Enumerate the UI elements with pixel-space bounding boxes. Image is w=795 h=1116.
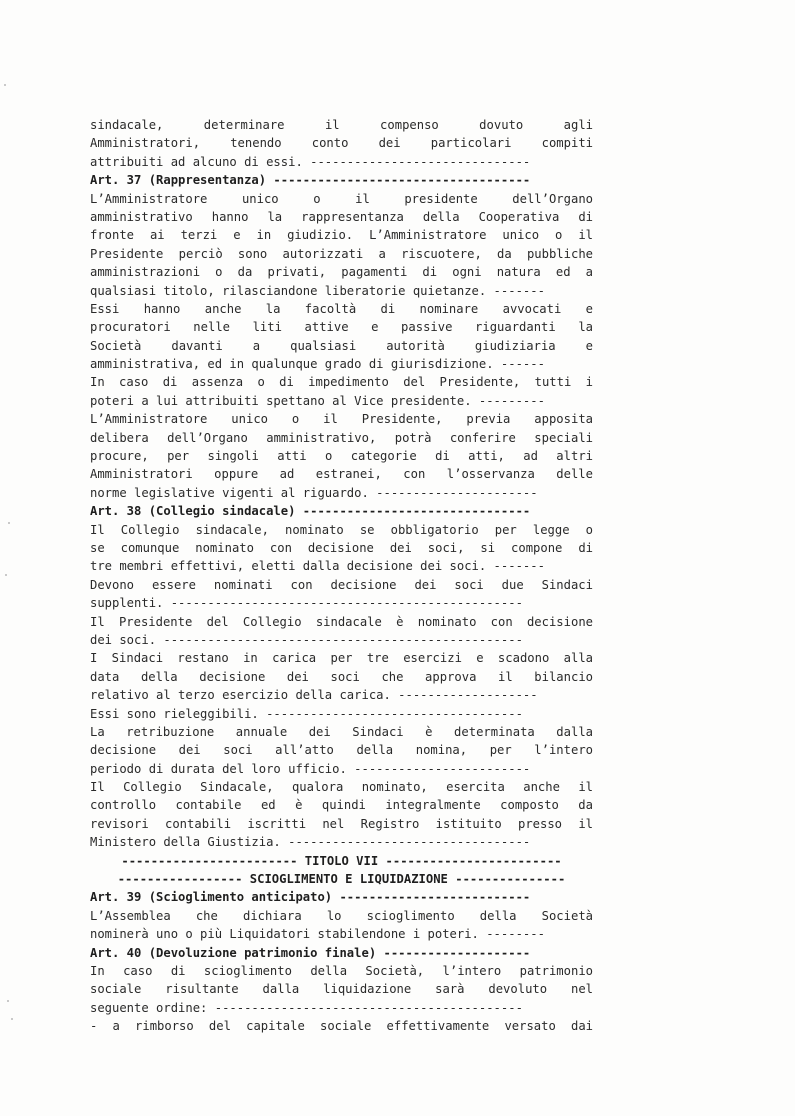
text-line: periodo di durata del loro ufficio. ------------------------: [90, 761, 531, 776]
article-heading: Art. 37 (Rappresentanza) -----------------------------------: [90, 173, 531, 188]
text-line: sociale risultante dalla liquidazione sarà devoluto nel: [90, 982, 593, 997]
text-line: I Sindaci restano in carica per tre esercizi e scadono alla: [90, 651, 593, 666]
text-line: L’Amministratore unico o il Presidente, previa apposita: [90, 412, 593, 427]
text-line: qualsiasi titolo, rilasciandone liberatorie quietanze. -------: [90, 283, 545, 298]
text-line: In caso di assenza o di impedimento del Presidente, tutti i: [90, 375, 593, 390]
scan-speck: [5, 574, 7, 576]
text-line: attribuiti ad alcuno di essi. ------------------------------: [90, 154, 531, 169]
text-line: L’Amministratore unico o il presidente dell’Organo: [90, 191, 593, 206]
text-line: sindacale, determinare il compenso dovuto agli: [90, 118, 593, 132]
text-line: dei soci. -------------------------------------------------: [90, 632, 523, 647]
text-line: procuratori nelle liti attive e passive riguardanti la: [90, 320, 593, 335]
article-heading: Art. 38 (Collegio sindacale) -------------------------------: [90, 504, 531, 519]
text-line: La retribuzione annuale dei Sindaci è determinata dalla: [90, 724, 593, 739]
text-line: Il Presidente del Collegio sindacale è nominato con decisione: [90, 614, 593, 629]
article-heading: Art. 39 (Scioglimento anticipato) --------------------------: [90, 890, 531, 905]
text-line: amministrazioni o da privati, pagamenti di ogni natura ed a: [90, 265, 593, 280]
text-line: Il Collegio sindacale, nominato se obbligatorio per legge o: [90, 522, 593, 537]
text-line: In caso di scioglimento della Società, l’intero patrimonio: [90, 963, 593, 978]
text-line: L’Assemblea che dichiara lo scioglimento della Società: [90, 908, 593, 923]
text-line: Essi sono rieleggibili. -----------------------------------: [90, 706, 523, 721]
text-line: seguente ordine: ------------------------------------------: [90, 1000, 523, 1015]
text-line: Devono essere nominati con decisione dei soci due Sindaci: [90, 577, 593, 592]
text-line: controllo contabile ed è quindi integralmente composto da: [90, 798, 593, 813]
text-line: procure, per singoli atti o categorie di atti, ad altri: [90, 449, 593, 464]
text-line: revisori contabili iscritti nel Registro istituito presso il: [90, 816, 593, 831]
text-line: Il Collegio Sindacale, qualora nominato, esercita anche il: [90, 780, 593, 795]
scan-speck: [8, 522, 10, 524]
scan-speck: [7, 1000, 9, 1002]
text-line: - a rimborso del capitale sociale effettivamente versato dai: [90, 1019, 593, 1034]
scan-speck: [4, 84, 6, 86]
text-line: decisione dei soci all’atto della nomina, per l’intero: [90, 743, 593, 758]
text-line: amministrativo hanno la rappresentanza della Cooperativa di: [90, 209, 593, 224]
text-line: Amministratori oppure ad estranei, con l’osservanza delle: [90, 467, 593, 482]
text-line: fronte ai terzi e in giudizio. L’Amministratore unico o il: [90, 228, 593, 243]
text-line: poteri a lui attribuiti spettano al Vice presidente. ---------: [90, 393, 545, 408]
text-line: tre membri effettivi, eletti dalla decisione dei soci. -------: [90, 559, 545, 574]
text-line: Ministero della Giustizia. ---------------------------------: [90, 835, 531, 850]
document-page: [90, 116, 593, 1036]
title-heading: ------------------------ TITOLO VII ------------------------: [121, 853, 562, 868]
text-line: Essi hanno anche la facoltà di nominare avvocati e: [90, 301, 593, 316]
text-line: delibera dell’Organo amministrativo, potrà conferire speciali: [90, 430, 593, 445]
text-line: data della decisione dei soci che approva il bilancio: [90, 669, 593, 684]
article-heading: Art. 40 (Devoluzione patrimonio finale) --------------------: [90, 945, 531, 960]
text-line: supplenti. ------------------------------------------------: [90, 596, 523, 611]
section-heading: ----------------- SCIOGLIMENTO E LIQUIDAZIONE ---------------: [117, 872, 566, 887]
scan-speck: [11, 1018, 13, 1020]
text-line: Presidente perciò sono autorizzati a riscuotere, da pubbliche: [90, 246, 593, 261]
text-line: relativo al terzo esercizio della carica. -------------------: [90, 688, 538, 703]
text-line: amministrativa, ed in qualunque grado di giurisdizione. ------: [90, 357, 545, 372]
text-line: nominerà uno o più Liquidatori stabilendone i poteri. --------: [90, 927, 545, 942]
text-line: Società davanti a qualsiasi autorità giudiziaria e: [90, 338, 593, 353]
text-line: se comunque nominato con decisione dei soci, si compone di: [90, 540, 593, 555]
text-line: Amministratori, tenendo conto dei particolari compiti: [90, 136, 593, 151]
text-line: norme legislative vigenti al riguardo. ----------------------: [90, 485, 538, 500]
